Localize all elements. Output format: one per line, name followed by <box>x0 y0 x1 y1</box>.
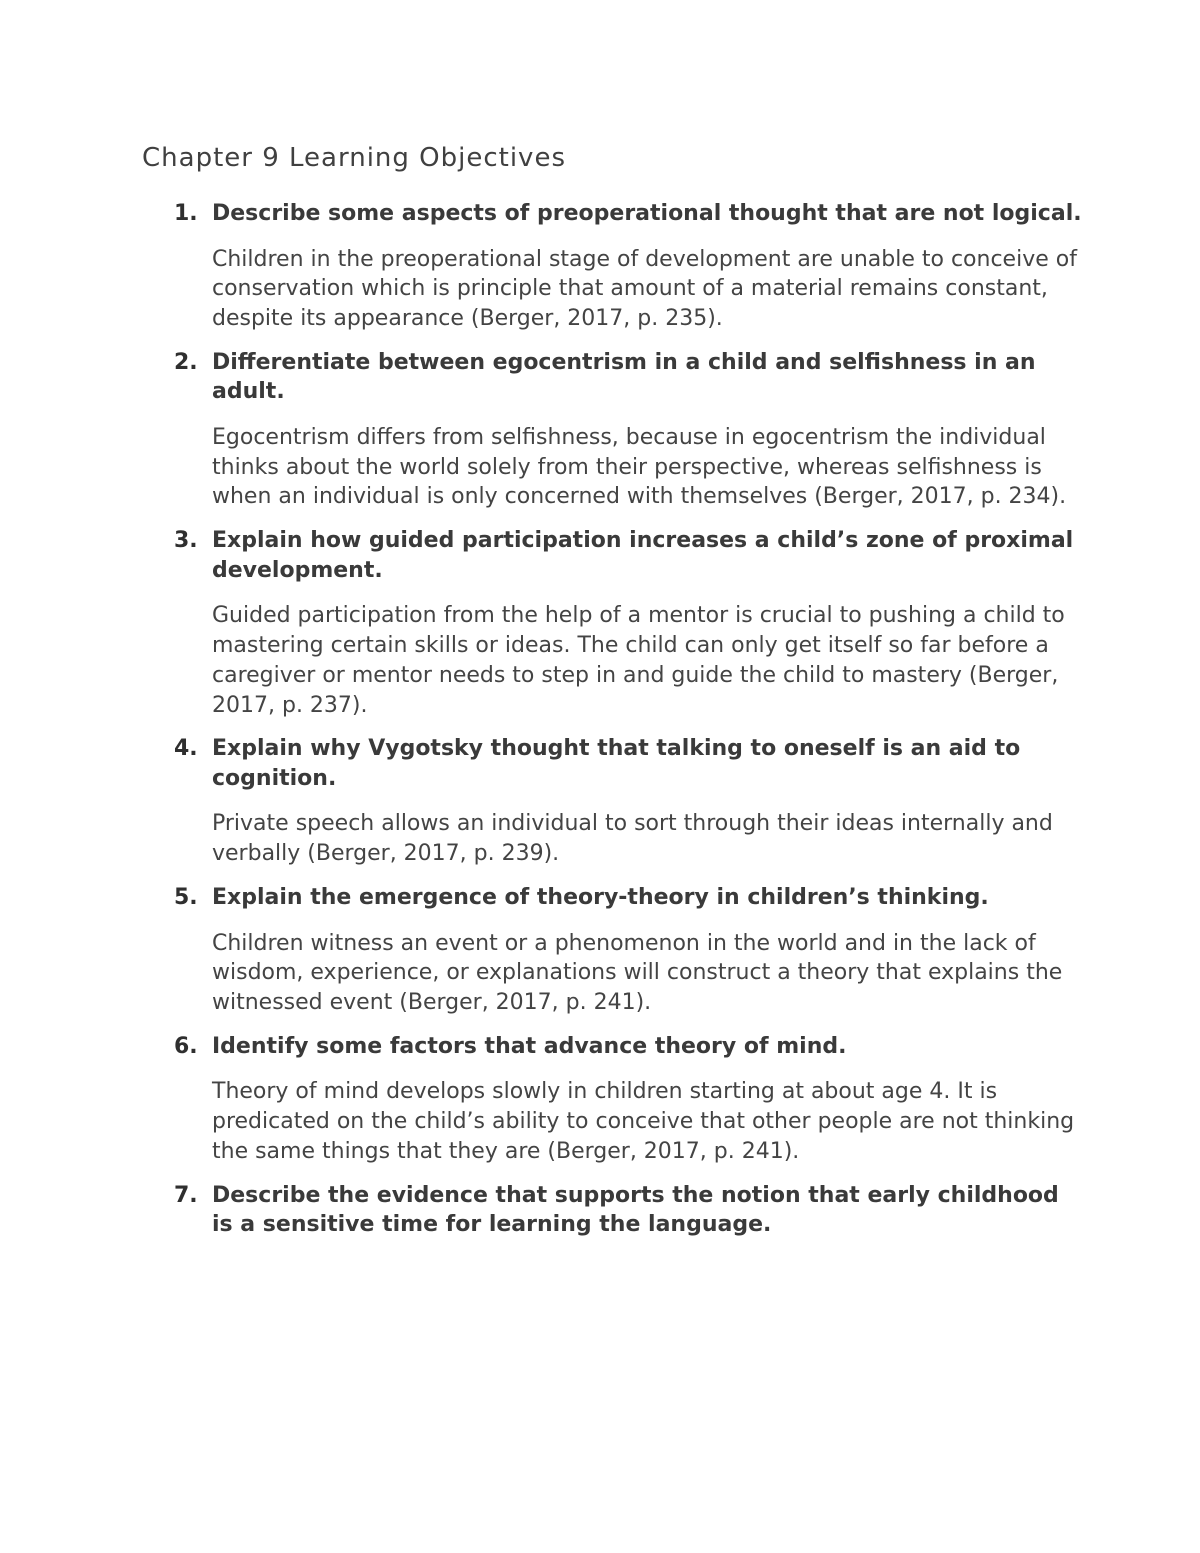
objective-number: 4. <box>174 736 198 762</box>
objective-item <box>142 883 1082 1018</box>
objective-answer: Private speech allows an individual to sort through their ideas internally and verbally (Berger, 2017, p. 239). <box>212 811 1053 867</box>
objective-question: Differentiate between egocentrism in a child and selfishness in an adult. <box>212 349 1036 405</box>
objective-answer: Children in the preoperational stage of development are unable to conceive of conservation which is principle that amount of a material remains constant, despite its appearance (Berger, 2017, p. 235). <box>212 246 1077 332</box>
objectives-list <box>142 199 1082 1254</box>
objective-item <box>142 348 1082 512</box>
objective-number: 5. <box>174 885 198 911</box>
objective-question: Describe the evidence that supports the notion that early childhood is a sensitive time for learning the language. <box>212 1182 1059 1238</box>
objective-number: 6. <box>174 1033 198 1059</box>
objective-number: 3. <box>174 528 198 554</box>
objective-item <box>142 1032 1082 1167</box>
objective-item <box>142 1181 1082 1240</box>
objective-question: Explain how guided participation increases a child’s zone of proximal development. <box>212 528 1074 583</box>
objective-number: 2. <box>174 349 198 375</box>
objective-answer: Children witness an event or a phenomenon in the world and in the lack of wisdom, experience, or explanations will construct a theory that explains the witnessed event (Berger, 2017, p. 241). <box>212 930 1063 1016</box>
objective-question: Identify some factors that advance theory of mind. <box>212 1033 847 1059</box>
objective-question: Describe some aspects of preoperational thought that are not logical. <box>212 201 1082 226</box>
objective-number: 7. <box>174 1182 198 1208</box>
objective-question: Explain the emergence of theory-theory in children’s thinking. <box>212 885 989 911</box>
objective-item <box>142 526 1082 720</box>
objective-answer: Egocentrism differs from selfishness, because in egocentrism the individual thinks about the world solely from their perspective, whereas selfishness is when an individual is only concerned with themselves (Berger, 2017, p. 234). <box>212 424 1067 510</box>
page-title: Chapter 9 Learning Objectives <box>142 143 566 173</box>
objective-question: Explain why Vygotsky thought that talking to oneself is an aid to cognition. <box>212 736 1021 791</box>
objective-item <box>142 199 1082 334</box>
objective-answer: Theory of mind develops slowly in children starting at about age 4. It is predicated on the child’s ability to conceive that other people are not thinking the same things that they are (Berger, 2017, p. 241). <box>212 1079 1075 1165</box>
objective-item <box>142 734 1082 869</box>
objective-answer: Guided participation from the help of a mentor is crucial to pushing a child to mastering certain skills or ideas. The child can only get itself so far before a caregiver or mentor needs to step in and guide the child to mastery (Berger, 2017, p. 237). <box>212 603 1065 718</box>
objective-number: 1. <box>174 201 198 226</box>
